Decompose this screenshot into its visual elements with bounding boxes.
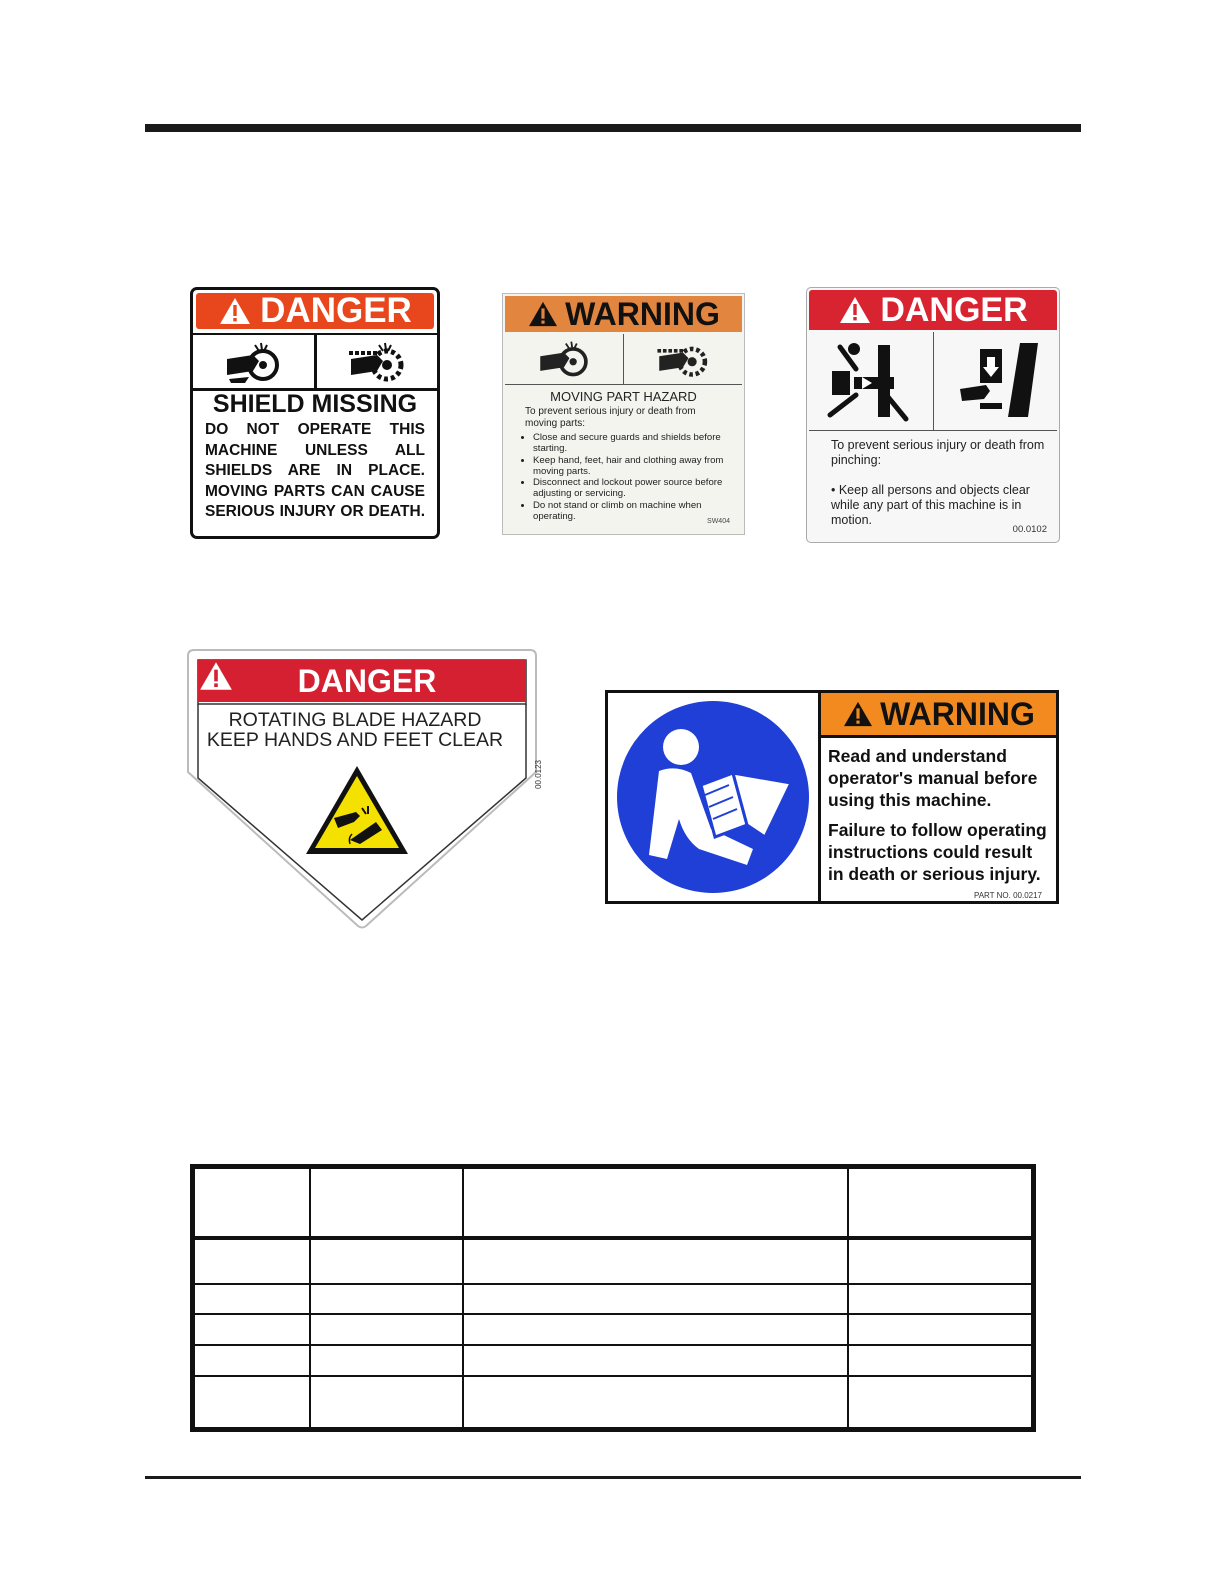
table-cell bbox=[848, 1238, 1033, 1284]
warning-triangle-icon bbox=[838, 295, 872, 325]
decal-paragraph: Failure to follow operating instructions could result in death or serious injury. bbox=[828, 820, 1047, 884]
decal-intro: To prevent serious injury or death from moving parts: bbox=[525, 406, 696, 429]
danger-header bbox=[196, 293, 434, 329]
table-cell bbox=[193, 1376, 311, 1430]
list-item: • Disconnect and lockout power source before adjusting or servicing. bbox=[533, 477, 730, 500]
decal-bullet: • Keep all persons and objects clear while any part of this machine is in motion. bbox=[831, 483, 1030, 527]
rotating-blade-hazard-icon bbox=[304, 764, 410, 856]
list-item: • Do not stand or climb on machine when operating. bbox=[533, 500, 730, 523]
moving-part-hazard-decal bbox=[502, 293, 745, 535]
hazard-line: ROTATING BLADE HAZARD bbox=[228, 709, 482, 731]
table-cell bbox=[310, 1284, 463, 1315]
warning-header bbox=[821, 693, 1056, 738]
body-line: MOVING PARTS CAN CAUSE bbox=[205, 482, 425, 500]
table-cell bbox=[193, 1238, 311, 1284]
signal-word: WARNING bbox=[565, 295, 720, 332]
body-line: SERIOUS INJURY OR DEATH. bbox=[205, 503, 425, 520]
signal-word: DANGER bbox=[880, 290, 1028, 329]
table-row bbox=[193, 1238, 1034, 1284]
bullet-list bbox=[519, 432, 730, 522]
hand-chain-sprocket-icon bbox=[623, 334, 742, 384]
bottom-rule bbox=[145, 1476, 1081, 1479]
read-manual-icon bbox=[608, 693, 821, 901]
decal-table bbox=[190, 1164, 1036, 1432]
signal-word: WARNING bbox=[880, 695, 1035, 732]
table-header-cell bbox=[463, 1167, 848, 1238]
table-row bbox=[193, 1376, 1034, 1430]
table-cell bbox=[193, 1284, 311, 1315]
table-row bbox=[193, 1314, 1034, 1345]
table-cell bbox=[848, 1376, 1033, 1430]
table-row bbox=[193, 1284, 1034, 1315]
pinching-hazard-decal bbox=[806, 287, 1060, 543]
shield-missing-decal bbox=[190, 287, 440, 539]
hand-pinch-roller-icon bbox=[505, 334, 623, 384]
top-rule bbox=[145, 124, 1081, 132]
table-cell bbox=[193, 1314, 311, 1345]
danger-header bbox=[198, 660, 526, 702]
part-code: 00.0123 bbox=[534, 760, 543, 789]
warning-triangle-icon bbox=[527, 300, 559, 328]
hand-crush-icon bbox=[933, 332, 1058, 430]
part-code: PART NO. 00.0217 bbox=[973, 891, 1042, 900]
table-cell bbox=[193, 1345, 311, 1376]
table-header-cell bbox=[193, 1167, 311, 1238]
warning-triangle-icon bbox=[198, 660, 234, 692]
table-cell bbox=[463, 1314, 848, 1345]
table-header-cell bbox=[310, 1167, 463, 1238]
danger-header bbox=[809, 290, 1057, 330]
table-row bbox=[193, 1345, 1034, 1376]
list-item: • Keep hand, feet, hair and clothing away from moving parts. bbox=[533, 455, 730, 478]
table-cell bbox=[463, 1376, 848, 1430]
table-cell bbox=[848, 1314, 1033, 1345]
decal-title: MOVING PART HAZARD bbox=[550, 389, 697, 404]
table-header-row bbox=[193, 1167, 1034, 1238]
body-line: DO NOT OPERATE THIS bbox=[205, 421, 425, 438]
body-line: SHIELDS ARE IN PLACE. bbox=[205, 462, 425, 479]
table-cell bbox=[463, 1284, 848, 1315]
decal-body bbox=[205, 420, 425, 523]
list-item: • Close and secure guards and shields before starting. bbox=[533, 432, 730, 455]
warning-header bbox=[505, 296, 742, 332]
read-manual-decal bbox=[605, 690, 1059, 904]
body-line: MACHINE UNLESS ALL bbox=[205, 441, 425, 459]
table-cell bbox=[310, 1345, 463, 1376]
table-cell bbox=[848, 1284, 1033, 1315]
hazard-text bbox=[202, 710, 508, 750]
decal-paragraph: Read and understand operator's manual before using this machine. bbox=[828, 746, 1038, 810]
warning-triangle-icon bbox=[842, 700, 874, 728]
decal-intro: To prevent serious injury or death from pinching: bbox=[831, 438, 1045, 467]
table-cell bbox=[463, 1238, 848, 1284]
hand-pinch-roller-icon bbox=[193, 335, 314, 388]
decal-title: SHIELD MISSING bbox=[212, 390, 418, 418]
part-code: 00.0102 bbox=[1012, 524, 1047, 535]
warning-triangle-icon bbox=[218, 296, 252, 326]
table-cell bbox=[848, 1345, 1033, 1376]
part-code: SW404 bbox=[707, 518, 730, 525]
signal-word: DANGER bbox=[297, 662, 437, 699]
body-crush-icon bbox=[809, 332, 933, 430]
table-header-cell bbox=[848, 1167, 1033, 1238]
rotating-blade-decal bbox=[186, 648, 543, 930]
table-cell bbox=[463, 1345, 848, 1376]
table-cell bbox=[310, 1376, 463, 1430]
table-cell bbox=[310, 1314, 463, 1345]
hazard-line: KEEP HANDS AND FEET CLEAR bbox=[206, 729, 504, 751]
hand-chain-sprocket-icon bbox=[314, 335, 438, 388]
signal-word: DANGER bbox=[260, 291, 412, 330]
table-cell bbox=[310, 1238, 463, 1284]
